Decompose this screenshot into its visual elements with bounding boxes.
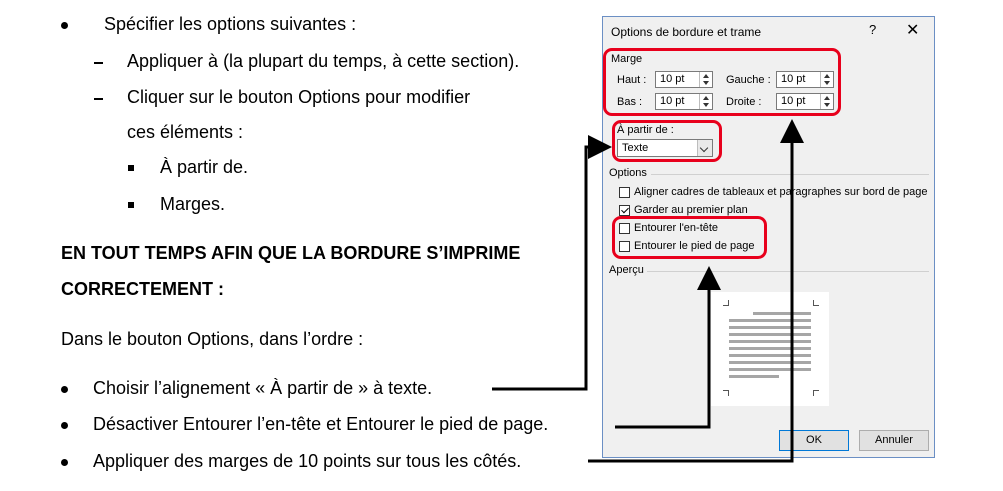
right-margin-value: 10 pt bbox=[781, 95, 806, 107]
footer-option-label: Entourer le pied de page bbox=[634, 240, 755, 252]
bullet-text: Spécifier les options suivantes : bbox=[104, 14, 357, 34]
step-text: Choisir l’alignement « À partir de » à texte. bbox=[93, 378, 433, 398]
help-icon[interactable]: ? bbox=[869, 22, 877, 37]
bottom-margin-value: 10 pt bbox=[660, 95, 685, 107]
arrow-from bbox=[492, 147, 606, 389]
step-text: Désactiver Entourer l’en-tête et Entourer le pied de page. bbox=[93, 414, 549, 434]
bottom-label: Bas : bbox=[617, 96, 643, 108]
sub-bullet-text: Appliquer à (la plupart du temps, à cette section). bbox=[127, 51, 520, 71]
arrow-margins bbox=[588, 125, 792, 461]
sub-bullet-text: ces éléments : bbox=[127, 122, 244, 142]
header-option-label: Entourer l'en-tête bbox=[634, 222, 719, 234]
subsub-bullet-text: Marges. bbox=[160, 194, 226, 214]
step-text: Appliquer des marges de 10 points sur tous les côtés. bbox=[93, 451, 522, 471]
top-margin-value: 10 pt bbox=[660, 73, 685, 85]
sub-bullet-text: Cliquer sur le bouton Options pour modifier bbox=[127, 87, 471, 107]
front-option-label: Garder au premier plan bbox=[634, 204, 748, 216]
heading-line: CORRECTEMENT : bbox=[61, 279, 224, 299]
left-label: Gauche : bbox=[726, 74, 771, 86]
left-margin-value: 10 pt bbox=[781, 73, 806, 85]
preview-group-label: Aperçu bbox=[609, 264, 644, 276]
from-label: À partir de : bbox=[617, 124, 674, 136]
ok-button[interactable]: OK bbox=[779, 430, 849, 451]
dialog-title: Options de bordure et trame bbox=[611, 25, 762, 39]
heading-line: EN TOUT TEMPS AFIN QUE LA BORDURE S’IMPRIME bbox=[61, 243, 521, 263]
options-group-label: Options bbox=[609, 167, 647, 179]
cancel-button[interactable]: Annuler bbox=[859, 430, 929, 451]
from-dropdown-value: Texte bbox=[622, 142, 649, 154]
top-label: Haut : bbox=[617, 74, 647, 86]
subsub-bullet-text: À partir de. bbox=[160, 157, 249, 177]
close-icon[interactable]: ✕ bbox=[906, 22, 920, 39]
arrow-options bbox=[615, 272, 709, 427]
right-label: Droite : bbox=[726, 96, 762, 108]
margin-group-label: Marge bbox=[611, 53, 643, 65]
align-option-label: Aligner cadres de tableaux et paragraphes sur bord de page bbox=[634, 186, 928, 198]
intro-text: Dans le bouton Options, dans l’ordre : bbox=[61, 329, 364, 349]
